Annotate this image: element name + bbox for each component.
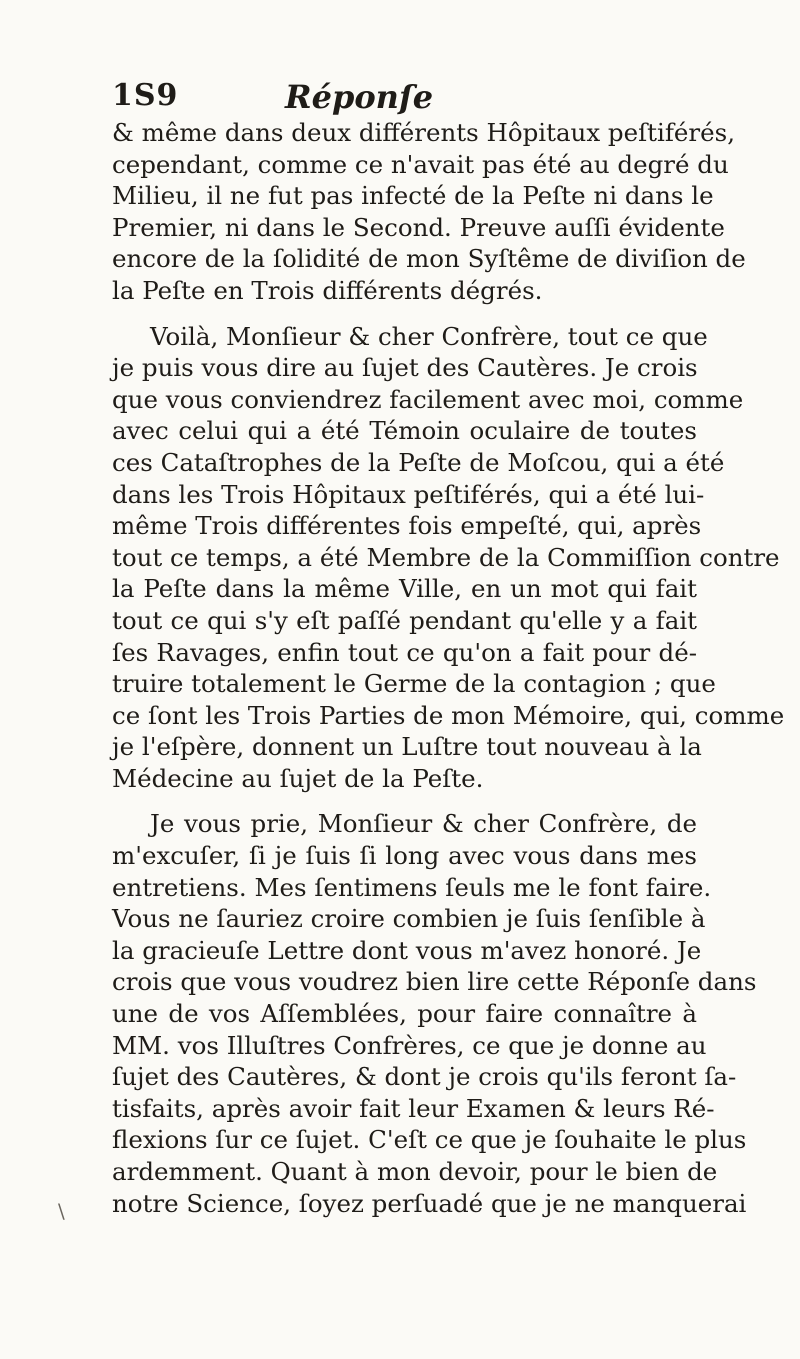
text-line: entretiens. Mes ſentimens ſeuls me le font faire. <box>112 872 712 902</box>
text-line: je puis vous dire au ſujet des Cautères. Je crois <box>112 353 698 383</box>
paragraph-3 <box>112 808 757 1219</box>
paragraph-gap <box>112 794 697 808</box>
text-line: MM. vos Illuſtres Confrères, ce que je donne au <box>112 1030 707 1060</box>
text-line: truire totalement le Germe de la contagion ; que <box>112 669 716 699</box>
text-line: Milieu, il ne fut pas infecté de la Peſte ni dans le <box>112 181 714 211</box>
paragraph-gap <box>112 307 697 321</box>
text-line: crois que vous voudrez bien lire cette Réponſe dans <box>112 967 757 997</box>
text-line: une de vos Aſſemblées, pour faire connaître à <box>112 999 697 1029</box>
text-line: Je vous prie, Monſieur & cher Confrère, de <box>150 809 697 839</box>
text-line: même Trois différentes fois empeſté, qui, après <box>112 511 702 541</box>
text-line: tisfaits, après avoir fait leur Examen & leurs Ré- <box>112 1093 715 1123</box>
body-text <box>112 117 785 1219</box>
text-line: tout ce temps, a été Membre de la Commiſſion contre <box>112 542 780 572</box>
text-line: Vous ne ſauriez croire combien je ſuis ſenſible à <box>112 904 706 934</box>
running-head <box>112 78 697 118</box>
text-line: flexions ſur ce ſujet. C'eſt ce que je ſouhaite le plus <box>112 1125 747 1155</box>
text-line: la Peſte en Trois différents dégrés. <box>112 275 543 305</box>
text-line: ces Cataſtrophes de la Peſte de Moſcou, qui a été <box>112 447 725 477</box>
text-line: ardemment. Quant à mon devoir, pour le bien de <box>112 1157 718 1186</box>
paragraph-2 <box>112 321 785 795</box>
text-line: Médecine au ſujet de la Peſte. <box>112 763 484 793</box>
text-line: ſes Ravages, enfin tout ce qu'on a fait pour dé- <box>112 637 697 667</box>
text-line: je l'eſpère, donnent un Luſtre tout nouveau à la <box>112 732 702 762</box>
text-line: que vous conviendrez facilement avec moi, comme <box>112 384 744 414</box>
text-line: la gracieuſe Lettre dont vous m'avez honoré. Je <box>112 935 702 965</box>
text-line: notre Science, ſoyez perſuadé que je ne manquerai <box>112 1188 747 1218</box>
margin-mark: \ <box>58 1199 65 1223</box>
text-line: la Peſte dans la même Ville, en un mot qui fait <box>112 574 697 604</box>
text-line: ſujet des Cautères, & dont je crois qu'ils feront ſa- <box>112 1062 737 1092</box>
text-line: avec celui qui a été Témoin oculaire de toutes <box>112 416 697 446</box>
page-number: 1S9 <box>112 78 179 113</box>
text-line: tout ce qui s'y eſt paſſé pendant qu'elle y a fait <box>112 605 697 635</box>
text-line: ce ſont les Trois Parties de mon Mémoire, qui, comme <box>112 700 785 730</box>
text-line: dans les Trois Hôpitaux peſtiférés, qui a été lui- <box>112 479 705 509</box>
text-line: Premier, ni dans le Second. Preuve auſſi évidente <box>112 212 725 242</box>
text-line: Voilà, Monſieur & cher Confrère, tout ce que <box>150 321 708 351</box>
running-title: Réponſe <box>285 78 434 116</box>
text-line: & même dans deux différents Hôpitaux peſtiférés, <box>112 118 736 147</box>
paragraph-1 <box>112 117 746 307</box>
text-line: encore de la ſolidité de mon Syſtême de diviſion de <box>112 244 746 274</box>
text-line: m'excuſer, ſi je ſuis ſi long avec vous dans mes <box>112 841 697 871</box>
text-line: cependant, comme ce n'avait pas été au degré du <box>112 149 729 179</box>
